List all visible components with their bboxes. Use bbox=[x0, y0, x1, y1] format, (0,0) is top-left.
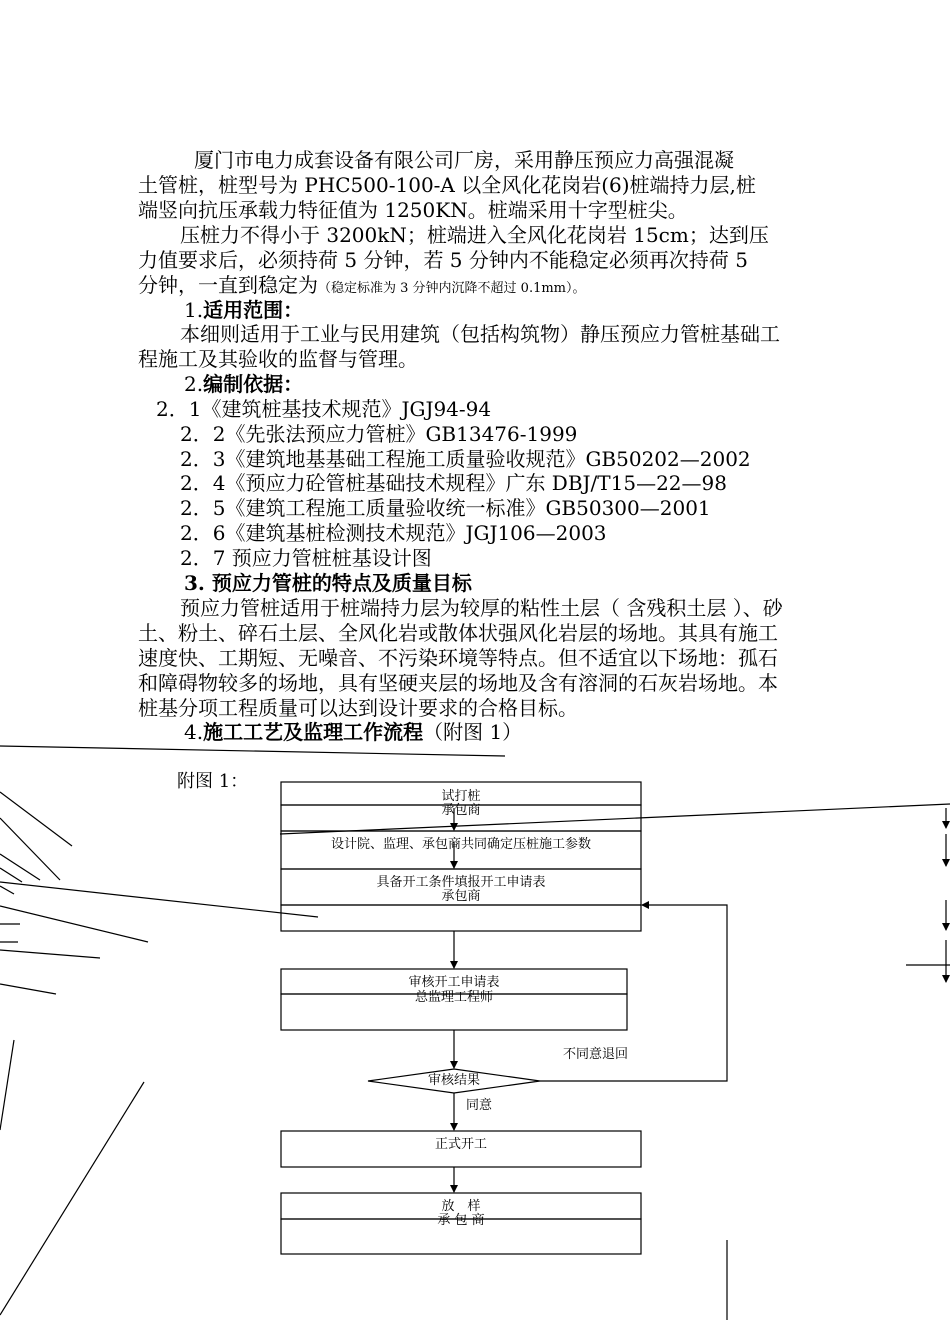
reject-label: 不同意退回 bbox=[563, 1047, 629, 1062]
body-line: 程施工及其验收的监督与管理。 bbox=[138, 347, 418, 371]
figure-reference: （附图 1） bbox=[423, 720, 523, 744]
body-line: 预应力管桩适用于桩端持力层为较厚的粘性土层（ 含残积土层 ）、砂 bbox=[180, 596, 783, 620]
section-number: 3. bbox=[184, 571, 205, 595]
stray-line bbox=[0, 854, 40, 880]
section-title: 适用范围： bbox=[203, 298, 304, 322]
figure-caption: 附图 1： bbox=[177, 771, 249, 792]
intro-line: 压桩力不得小于 3200kN；桩端进入全风化花岗岩 15cm；达到压 bbox=[180, 223, 769, 247]
section-number: 1. bbox=[184, 298, 204, 322]
reference-item: 2．5《建筑工程施工质量验收统一标准》GB50300—2001 bbox=[180, 496, 711, 520]
reference-item: 2．7 预应力管桩桩基设计图 bbox=[180, 546, 432, 570]
intro-line: 端竖向抗压承载力特征值为 1250KN。桩端采用十字型桩尖。 bbox=[138, 198, 688, 222]
intro-text: 分钟，一直到稳定为 bbox=[138, 273, 318, 297]
box-label: 审核开工申请表 bbox=[408, 975, 500, 990]
section-title: 预应力管桩的特点及质量目标 bbox=[211, 571, 472, 595]
stray-line bbox=[0, 984, 56, 994]
box-label: 承 包 商 bbox=[437, 1213, 485, 1228]
box-label: 设计院、监理、承包商共同确定压桩施工参数 bbox=[330, 837, 591, 852]
stray-line bbox=[0, 1040, 14, 1130]
flow-box bbox=[281, 905, 641, 931]
box-label: 总监理工程师 bbox=[414, 990, 493, 1005]
section-title: 编制依据： bbox=[203, 372, 304, 396]
diamond-label: 审核结果 bbox=[427, 1073, 480, 1088]
stray-line bbox=[0, 906, 148, 942]
body-line: 土、粉土、碎石土层、全风化岩或散体状强风化岩层的场地。其具有施工 bbox=[138, 621, 778, 645]
box-label: 放 样 bbox=[441, 1199, 481, 1214]
box-label: 具备开工条件填报开工申请表 bbox=[376, 875, 546, 890]
section-number: 2. bbox=[184, 372, 204, 396]
agree-label: 同意 bbox=[466, 1098, 493, 1113]
intro-line: 力值要求后，必须持荷 5 分钟，若 5 分钟内不能稳定必须再次持荷 5 bbox=[138, 248, 748, 272]
reference-item: 2．2《先张法预应力管桩》GB13476-1999 bbox=[180, 422, 578, 446]
stray-line bbox=[0, 868, 22, 882]
stability-note: （稳定标准为 3 分钟内沉降不超过 0.1mm）。 bbox=[318, 281, 586, 296]
intro-line: 土管桩，桩型号为 PHC500-100-A 以全风化花岗岩(6)桩端持力层,桩 bbox=[138, 173, 756, 197]
box-label: 承包商 bbox=[441, 889, 481, 904]
section-number: 4. bbox=[184, 720, 204, 744]
stray-line bbox=[0, 886, 14, 894]
stray-line bbox=[0, 950, 100, 958]
stray-line bbox=[0, 818, 60, 880]
body-line: 速度快、工期短、无噪音、不污染环境等特点。但不适宜以下场地：孤石 bbox=[138, 646, 778, 670]
body-line: 和障碍物较多的场地，具有坚硬夹层的场地及含有溶洞的石灰岩场地。本 bbox=[138, 671, 778, 695]
box-label: 试打桩 bbox=[441, 789, 481, 804]
section-title: 施工工艺及监理工作流程 bbox=[203, 720, 424, 744]
stray-line bbox=[0, 1082, 144, 1315]
body-line: 桩基分项工程质量可以达到设计要求的合格目标。 bbox=[138, 696, 578, 720]
box-label: 正式开工 bbox=[434, 1137, 487, 1152]
body-line: 本细则适用于工业与民用建筑（包括构筑物）静压预应力管桩基础工 bbox=[180, 322, 780, 346]
stray-line bbox=[0, 792, 72, 846]
stray-line bbox=[0, 746, 505, 756]
reference-item: 2．1《建筑桩基技术规范》JGJ94-94 bbox=[156, 397, 492, 421]
reference-item: 2．6《建筑基桩检测技术规范》JGJ106—2003 bbox=[180, 521, 607, 545]
stray-line bbox=[0, 882, 318, 917]
intro-line: 厦门市电力成套设备有限公司厂房，采用静压预应力高强混凝 bbox=[194, 148, 734, 172]
box-label: 承包商 bbox=[441, 803, 481, 818]
reference-item: 2．4《预应力砼管桩基础技术规程》广东 DBJ/T15—22—98 bbox=[180, 471, 727, 495]
reference-item: 2．3《建筑地基基础工程施工质量验收规范》GB50202—2002 bbox=[180, 447, 751, 471]
